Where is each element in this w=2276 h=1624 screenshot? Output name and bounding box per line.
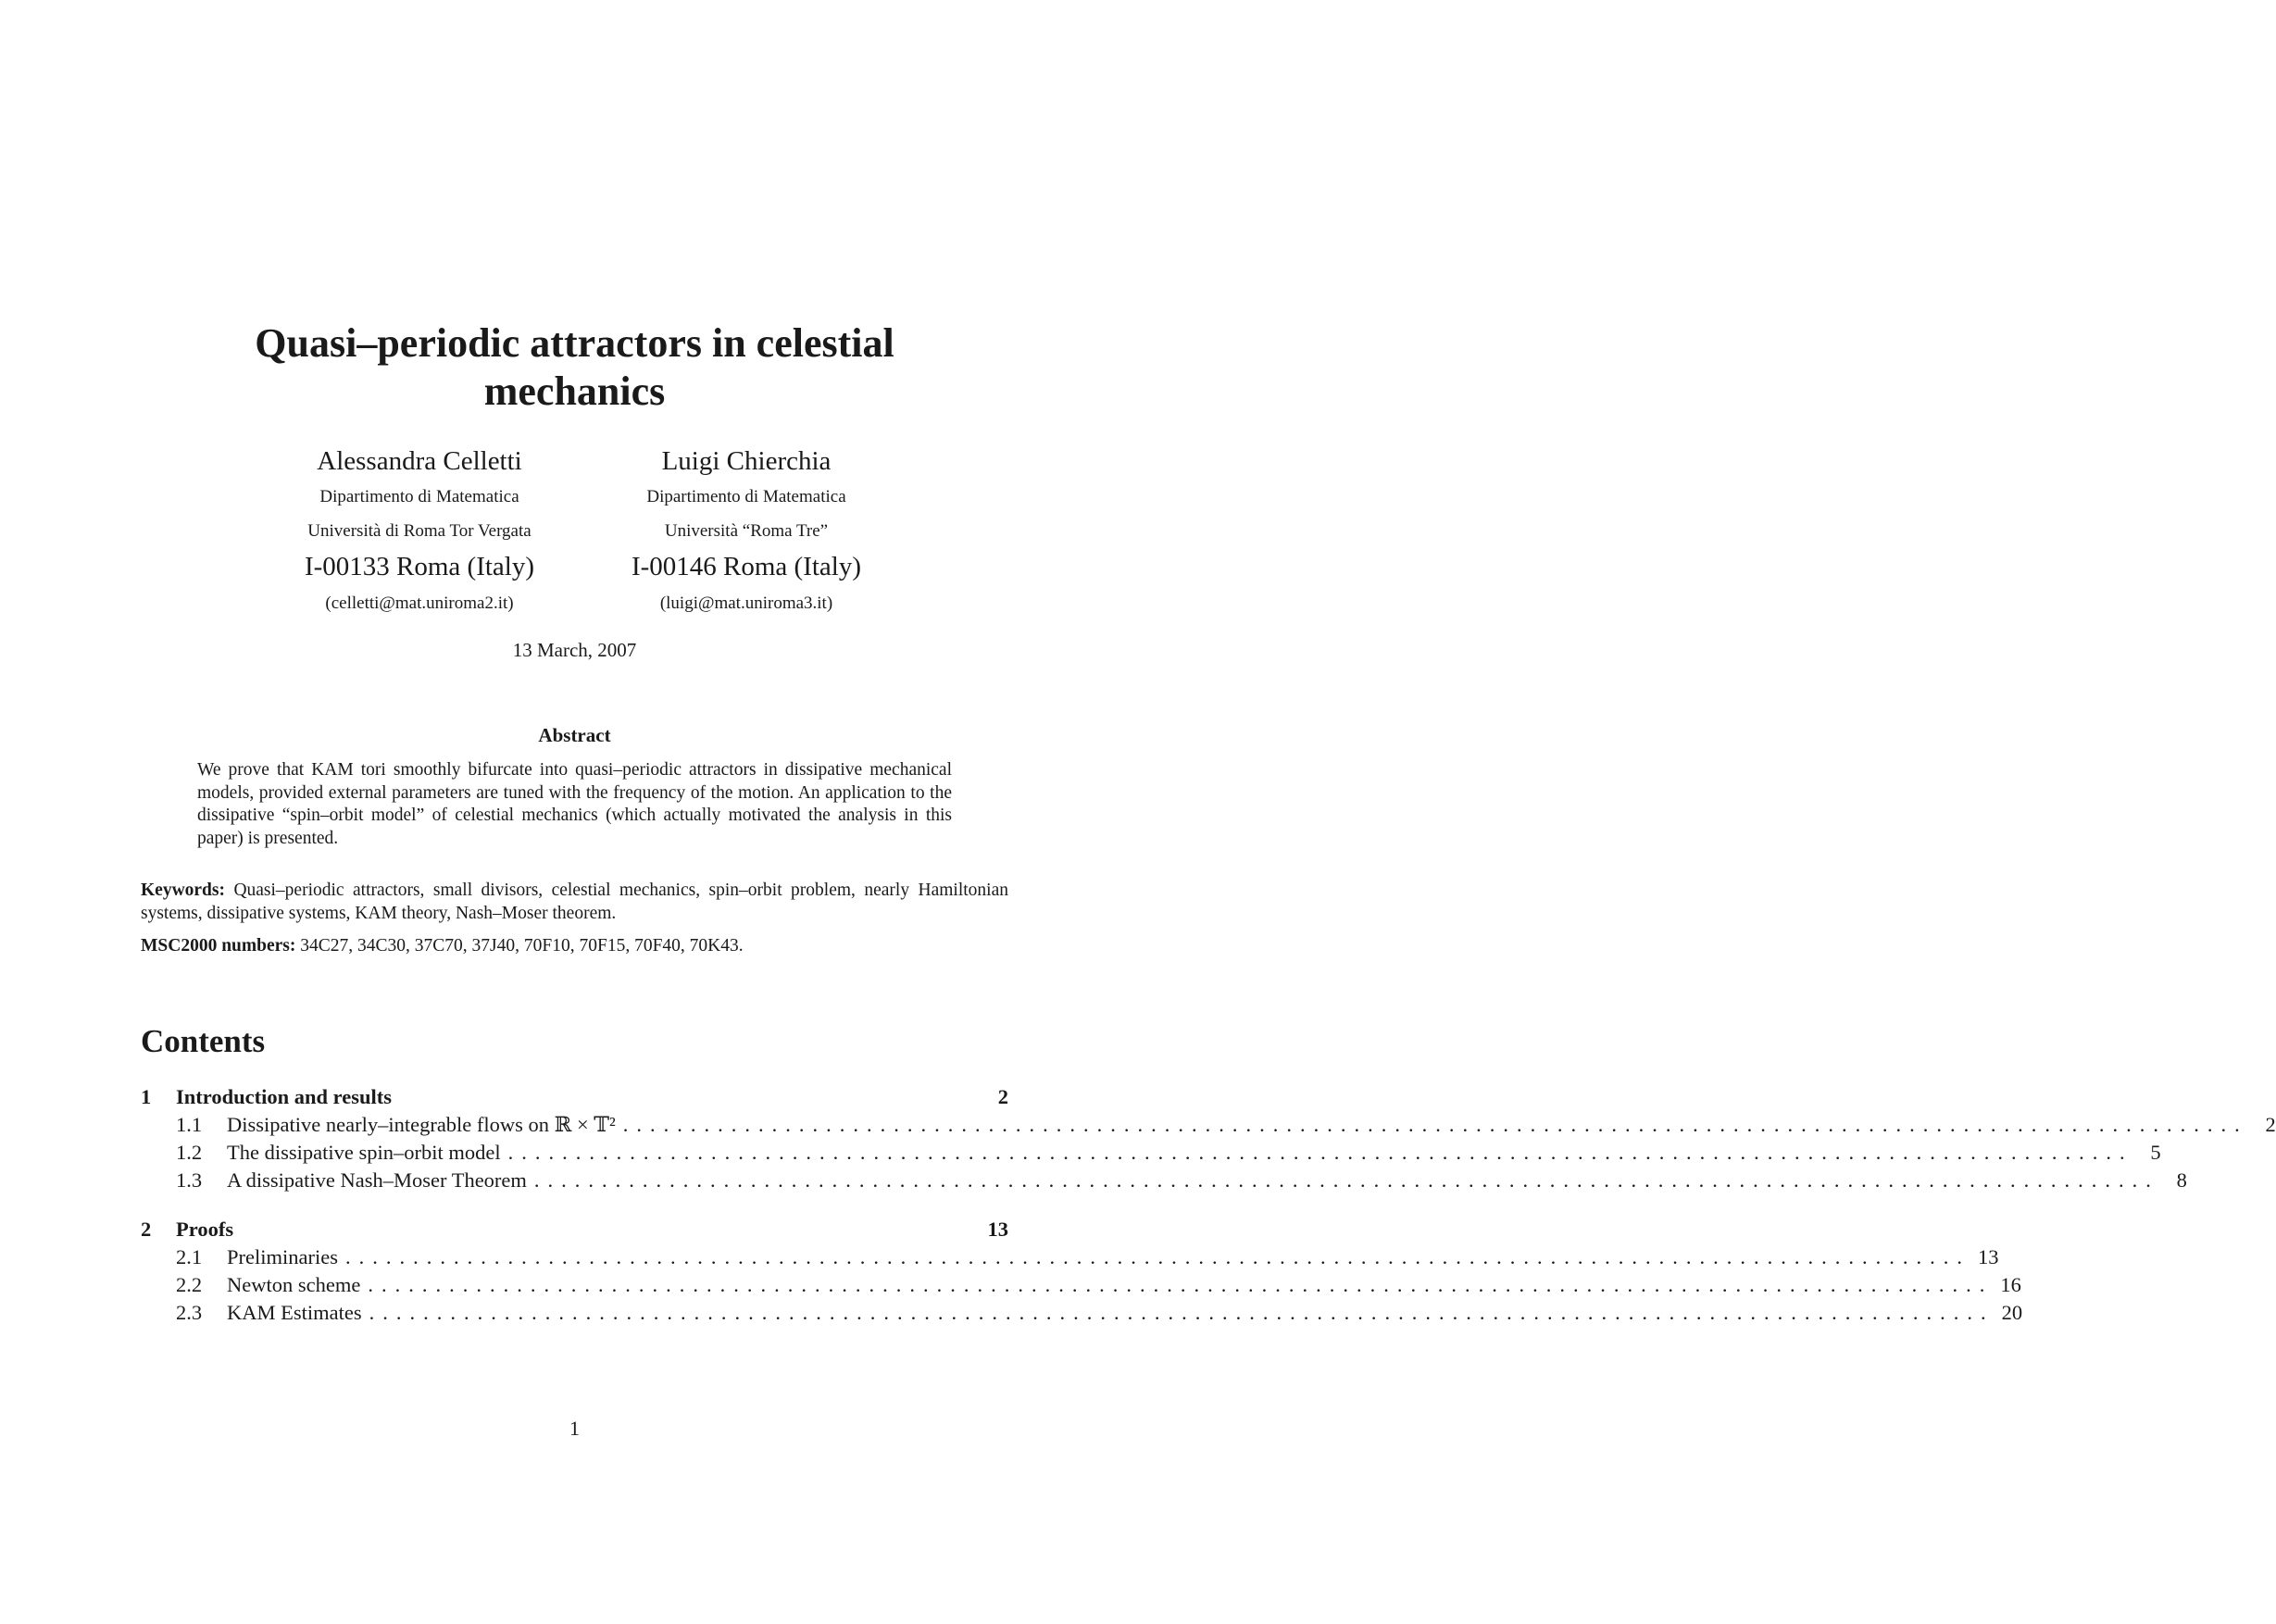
toc-leader: ........................................................................................................................ xyxy=(533,1168,2159,1192)
author-block-2 xyxy=(589,443,904,620)
toc-title: The dissipative spin–orbit model xyxy=(227,1141,501,1164)
toc-number: 2.2 xyxy=(176,1273,203,1296)
contents-heading: Contents xyxy=(141,1023,266,1059)
toc-page: 2 xyxy=(997,1085,1008,1108)
toc-leader: ........................................................................................................................ xyxy=(344,1245,1970,1268)
toc-number: 1.1 xyxy=(176,1113,203,1136)
toc-title: A dissipative Nash–Moser Theorem xyxy=(227,1168,527,1192)
author-department: Dipartimento di Matematica xyxy=(319,487,519,506)
toc-page: 8 xyxy=(2176,1168,2187,1192)
author-block-1 xyxy=(262,443,577,620)
keywords-text: Quasi–periodic attractors, small divisors, celestial mechanics, spin–orbit problem, nearly Hamiltonian systems, dissipative systems, KAM theory, Nash–Moser theorem. xyxy=(141,881,1008,923)
toc-title: Preliminaries xyxy=(227,1245,338,1268)
toc-title: Newton scheme xyxy=(227,1273,361,1296)
toc-leader: ........................................................................................................................ xyxy=(368,1273,1994,1296)
toc-title: Dissipative nearly–integrable flows on ℝ × 𝕋² xyxy=(227,1113,616,1136)
toc-entry[interactable] xyxy=(141,1111,2276,1139)
toc-leader: ........................................................................................................................ xyxy=(507,1141,2133,1164)
abstract-text: We prove that KAM tori smoothly bifurcate into quasi–periodic attractors in dissipative mechanical models, provided external parameters are tuned with the frequency of the motion. An application to the dissipative “spin–orbit model” of celestial mechanics (which actually motivated the analysis in this paper) is presented. xyxy=(197,760,952,848)
toc-entry[interactable] xyxy=(141,1271,2021,1299)
msc-numbers xyxy=(141,935,1008,958)
toc-leader: ........................................................................................................................ xyxy=(369,1301,1995,1324)
toc-number: 2 xyxy=(141,1218,152,1241)
toc-number: 2.3 xyxy=(176,1301,203,1324)
author-city: I-00133 Roma (Italy) xyxy=(304,552,535,581)
toc-page: 13 xyxy=(987,1218,1008,1241)
msc-text: 34C27, 34C30, 37C70, 37J40, 70F10, 70F15, 70F40, 70K43. xyxy=(300,936,744,956)
toc-number: 1 xyxy=(141,1085,152,1108)
toc-entry[interactable] xyxy=(141,1243,1999,1271)
toc-number: 2.1 xyxy=(176,1245,203,1268)
msc-label: MSC2000 numbers: xyxy=(141,936,296,956)
title-line-1: Quasi–periodic attractors in celestial xyxy=(255,320,894,366)
author-email[interactable]: (celletti@mat.uniroma2.it) xyxy=(325,593,514,613)
author-department: Dipartimento di Matematica xyxy=(646,487,846,506)
toc-number: 1.3 xyxy=(176,1168,203,1192)
author-name: Luigi Chierchia xyxy=(661,446,832,476)
toc-leader: ........................................................................................................................ xyxy=(622,1113,2248,1136)
toc-number: 1.2 xyxy=(176,1141,203,1164)
title-line-2: mechanics xyxy=(483,369,666,414)
toc-page: 20 xyxy=(2001,1301,2023,1324)
author-email[interactable]: (luigi@mat.uniroma3.it) xyxy=(659,593,833,613)
page-number: 1 xyxy=(569,1417,580,1440)
toc-entry[interactable] xyxy=(141,1216,1008,1243)
paper-title xyxy=(0,319,1149,416)
toc-page: 13 xyxy=(1977,1245,1999,1268)
toc-entry[interactable] xyxy=(141,1167,2187,1194)
paper-date: 13 March, 2007 xyxy=(512,639,637,661)
toc-title: Introduction and results xyxy=(176,1085,392,1108)
toc-page: 2 xyxy=(2265,1113,2276,1136)
author-university: Università di Roma Tor Vergata xyxy=(307,521,531,541)
toc-entry[interactable] xyxy=(141,1299,2023,1327)
keywords-label: Keywords: xyxy=(141,881,225,900)
keywords xyxy=(141,880,1008,925)
toc-entry[interactable] xyxy=(141,1083,1008,1111)
author-name: Alessandra Celletti xyxy=(317,446,522,476)
toc-group-2 xyxy=(141,1216,2023,1327)
toc-title: KAM Estimates xyxy=(227,1301,362,1324)
toc-page: 16 xyxy=(2000,1273,2021,1296)
abstract-heading: Abstract xyxy=(538,724,611,746)
author-university: Università “Roma Tre” xyxy=(664,521,829,541)
toc-group-1 xyxy=(141,1083,2276,1194)
toc-entry[interactable] xyxy=(141,1139,2161,1167)
toc-page: 5 xyxy=(2150,1141,2161,1164)
author-city: I-00146 Roma (Italy) xyxy=(631,552,862,581)
toc-title: Proofs xyxy=(176,1218,234,1241)
